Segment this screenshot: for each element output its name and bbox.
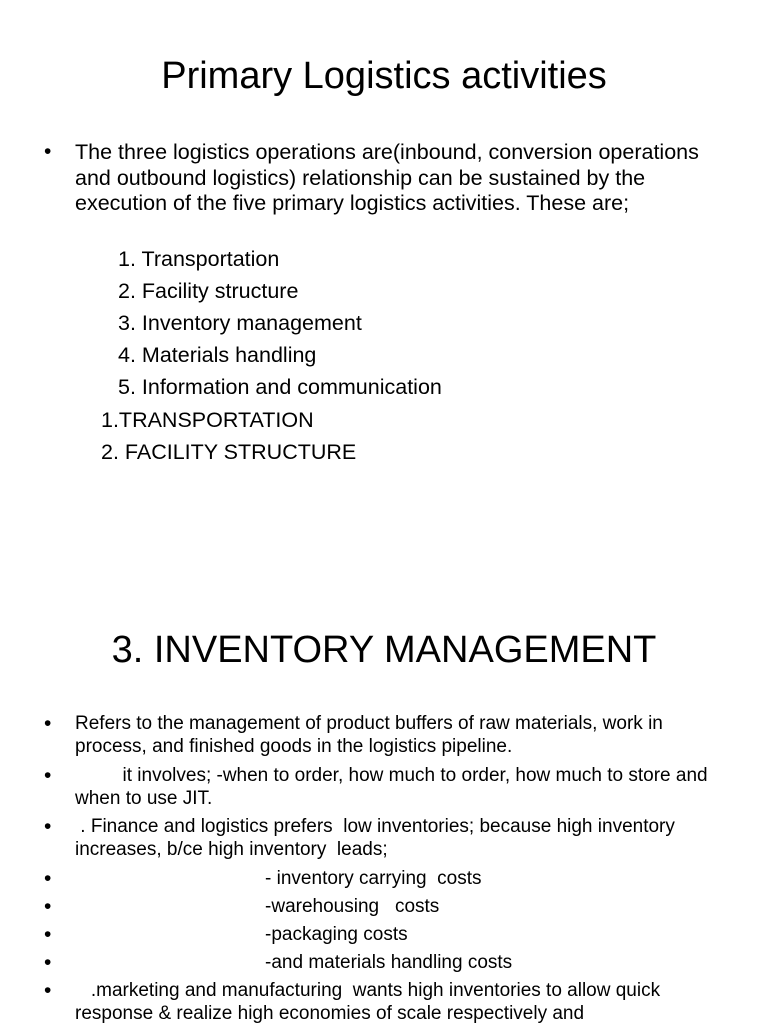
- list-item: 1. Transportation: [118, 247, 280, 271]
- numbered-list: [118, 243, 442, 403]
- bullet-icon: •: [44, 895, 52, 918]
- bullet-text: . Finance and logistics prefers low inventories; because high inventory increases, b/ce high inventory leads;: [75, 816, 681, 860]
- sub-heading: 2. FACILITY STRUCTURE: [101, 440, 357, 464]
- list-item: 4. Materials handling: [118, 343, 317, 367]
- sub-heading-list: [101, 404, 356, 468]
- slide-title: 3. INVENTORY MANAGEMENT: [111, 629, 657, 671]
- bullet-icon: •: [44, 867, 52, 890]
- list-item: 5. Information and communication: [118, 375, 442, 399]
- bullet-text: -warehousing costs: [75, 896, 440, 917]
- slide-inventory-management: [0, 580, 768, 1024]
- sub-heading: 1.TRANSPORTATION: [101, 408, 314, 432]
- slide-title: Primary Logistics activities: [161, 55, 607, 97]
- bullet-icon: •: [44, 923, 52, 946]
- bullet-text: -packaging costs: [75, 924, 408, 945]
- bullet-icon: •: [44, 140, 52, 163]
- bullet-text: .marketing and manufacturing wants high inventories to allow quick response & realize high economies of scale respectively and: [75, 980, 666, 1024]
- bullet-text: -and materials handling costs: [75, 952, 513, 973]
- bullet-text: it involves; -when to order, how much to order, how much to store and when to use JIT.: [75, 765, 713, 809]
- bullet-text: - inventory carrying costs: [75, 868, 482, 889]
- bullet-icon: •: [44, 764, 52, 787]
- bullet-icon: •: [44, 951, 52, 974]
- bullet-icon: •: [44, 815, 52, 838]
- list-item: 2. Facility structure: [118, 279, 299, 303]
- bullet-icon: •: [44, 712, 52, 735]
- bullet-text: Refers to the management of product buffers of raw materials, work in process, and finished goods in the logistics pipeline.: [75, 713, 663, 757]
- list-item: 3. Inventory management: [118, 311, 362, 335]
- bullet-text: The three logistics operations are(inbound, conversion operations and outbound logistics) relationship can be sustained by the execution of the five primary logistics activities. These are;: [75, 140, 699, 215]
- bullet-icon: •: [44, 979, 52, 1002]
